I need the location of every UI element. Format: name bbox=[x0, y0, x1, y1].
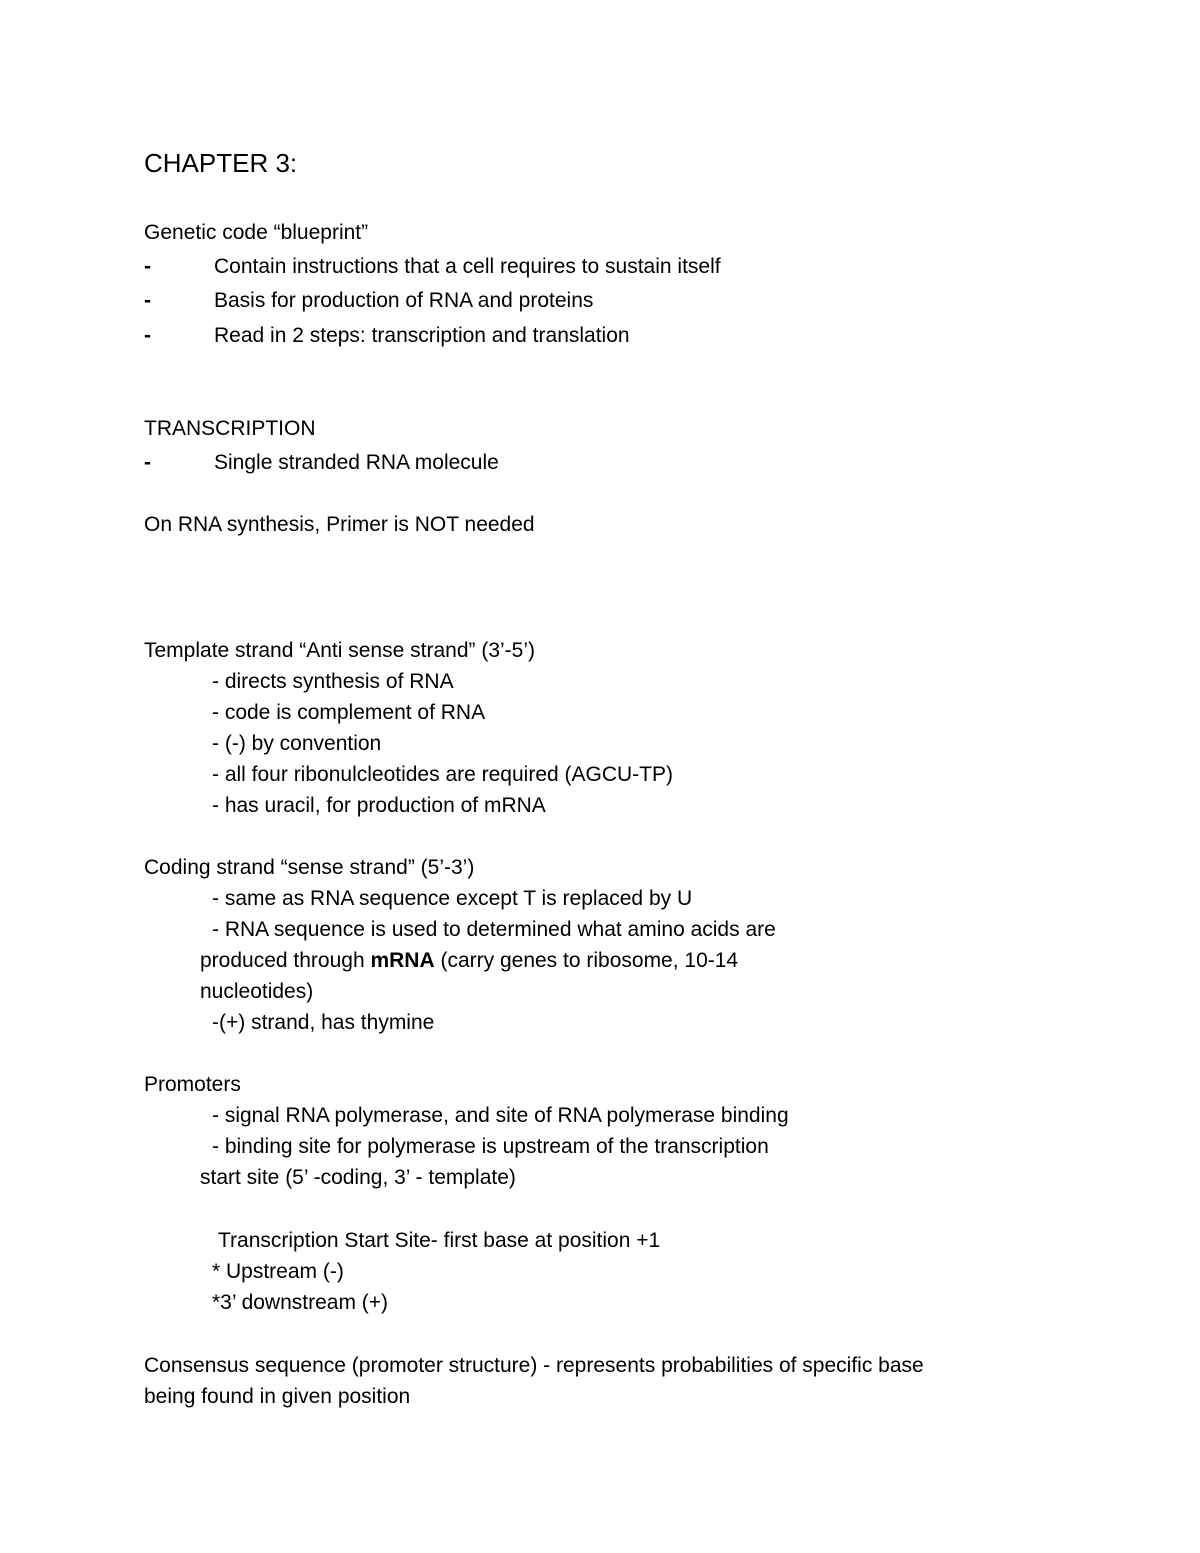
list-item: - code is complement of RNA bbox=[212, 701, 486, 724]
list-item: Read in 2 steps: transcription and translation bbox=[214, 324, 630, 347]
coding-strand-heading: Coding strand “sense strand” (5’-3’) bbox=[144, 856, 475, 879]
list-item: - signal RNA polymerase, and site of RNA polymerase binding bbox=[212, 1104, 789, 1127]
consensus-line: being found in given position bbox=[144, 1385, 411, 1408]
promoters-heading: Promoters bbox=[144, 1073, 241, 1096]
tss-note: Transcription Start Site- first base at position +1 bbox=[218, 1229, 661, 1252]
template-strand-heading: Template strand “Anti sense strand” (3’-5’) bbox=[144, 639, 535, 662]
bullet-dash: - bbox=[144, 451, 151, 474]
list-item: - same as RNA sequence except T is replaced by U bbox=[212, 887, 693, 910]
page-title: CHAPTER 3: bbox=[144, 148, 298, 178]
list-item: - (-) by convention bbox=[212, 732, 382, 755]
bullet-dash: - bbox=[144, 289, 151, 312]
list-item: Basis for production of RNA and proteins bbox=[214, 289, 594, 312]
list-item-continuation: nucleotides) bbox=[200, 980, 314, 1003]
list-item: - binding site for polymerase is upstream of the transcription bbox=[212, 1135, 769, 1158]
bullet-dash: - bbox=[144, 324, 151, 347]
list-item: - RNA sequence is used to determined what amino acids are bbox=[212, 918, 776, 941]
mrna-bold-term: mRNA bbox=[370, 949, 435, 972]
consensus-line: Consensus sequence (promoter structure) - represents probabilities of specific base bbox=[144, 1354, 924, 1377]
list-item-continuation: start site (5’ -coding, 3’ - template) bbox=[200, 1166, 516, 1189]
list-item: - directs synthesis of RNA bbox=[212, 670, 454, 693]
list-item-continuation bbox=[200, 948, 738, 974]
list-item: - all four ribonulcleotides are required (AGCU-TP) bbox=[212, 763, 674, 786]
list-item: -(+) strand, has thymine bbox=[212, 1011, 435, 1034]
list-item: Contain instructions that a cell requires to sustain itself bbox=[214, 255, 721, 278]
transcription-note: On RNA synthesis, Primer is NOT needed bbox=[144, 513, 535, 536]
downstream-note: *3’ downstream (+) bbox=[212, 1291, 389, 1314]
transcription-heading: TRANSCRIPTION bbox=[144, 417, 316, 440]
bullet-dash: - bbox=[144, 255, 151, 278]
upstream-note: * Upstream (-) bbox=[212, 1260, 344, 1283]
list-item: - has uracil, for production of mRNA bbox=[212, 794, 546, 817]
text-run: (carry genes to ribosome, 10-14 bbox=[434, 949, 739, 972]
genetic-code-heading: Genetic code “blueprint” bbox=[144, 221, 369, 244]
list-item: Single stranded RNA molecule bbox=[214, 451, 499, 474]
text-run: produced through bbox=[200, 949, 371, 972]
